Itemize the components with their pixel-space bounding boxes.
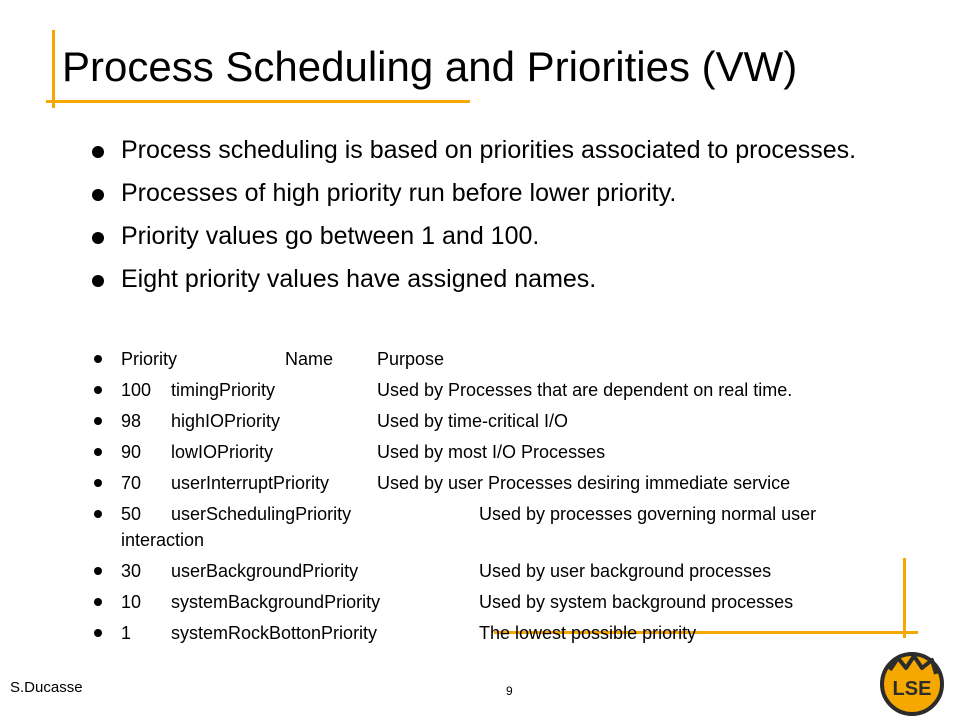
priority-row: [0, 620, 891, 646]
row-name: userBackgroundPriority: [171, 561, 359, 581]
decor-horizontal-line-top: [46, 100, 470, 103]
priority-table: [0, 346, 891, 651]
row-priority: 90: [121, 442, 142, 462]
row-priority: 70: [121, 473, 142, 493]
row-priority: 1: [121, 623, 132, 643]
row-purpose: Used by most I/O Processes: [377, 442, 606, 462]
decor-vertical-line-bottom: [903, 558, 906, 638]
row-name: lowIOPriority: [171, 442, 274, 462]
row-purpose: Used by Processes that are dependent on real time.: [377, 380, 793, 400]
row-name: userInterruptPriority: [171, 473, 330, 493]
decor-vertical-line-top: [52, 30, 55, 108]
slide-title: Process Scheduling and Priorities (VW): [62, 43, 798, 90]
row-purpose: Used by time-critical I/O: [377, 411, 569, 431]
bullet-item: Process scheduling is based on priorities associated to processes.: [0, 132, 861, 169]
page-number: 9: [506, 684, 513, 698]
header-name: Name: [285, 349, 334, 369]
priority-row: [0, 377, 891, 403]
row-priority: 50: [121, 504, 142, 524]
row-priority: 30: [121, 561, 142, 581]
priority-row: [0, 558, 891, 584]
row-name: timingPriority: [171, 380, 276, 400]
row-purpose: Used by user background processes: [479, 561, 772, 581]
logo-text: LSE: [892, 678, 932, 700]
row-name: systemBackgroundPriority: [171, 592, 381, 612]
priority-row: [0, 408, 891, 434]
row-priority: 10: [121, 592, 142, 612]
row-purpose: Used by system background processes: [479, 592, 794, 612]
priority-table-header: [0, 346, 891, 372]
row-name: highIOPriority: [171, 411, 281, 431]
priority-row: [0, 501, 891, 553]
bullet-item: Priority values go between 1 and 100.: [0, 218, 861, 255]
row-purpose: The lowest possible priority: [479, 623, 697, 643]
row-purpose: Used by user Processes desiring immediate service: [377, 473, 791, 493]
priority-row: [0, 439, 891, 465]
priority-row: [0, 589, 891, 615]
main-bullet-list: [0, 132, 861, 304]
bullet-item: Eight priority values have assigned names.: [0, 261, 861, 298]
row-name: systemRockBottonPriority: [171, 623, 378, 643]
lse-logo-icon: [876, 648, 948, 720]
row-priority: 100: [121, 380, 152, 400]
header-purpose: Purpose: [377, 349, 445, 369]
row-name: userSchedulingPriority: [171, 504, 352, 524]
row-purpose: Used by processes governing normal user interaction: [121, 504, 817, 550]
priority-row: [0, 470, 891, 496]
row-priority: 98: [121, 411, 142, 431]
bullet-item: Processes of high priority run before lower priority.: [0, 175, 861, 212]
header-priority: Priority: [121, 349, 178, 369]
author-label: S.Ducasse: [10, 679, 83, 696]
